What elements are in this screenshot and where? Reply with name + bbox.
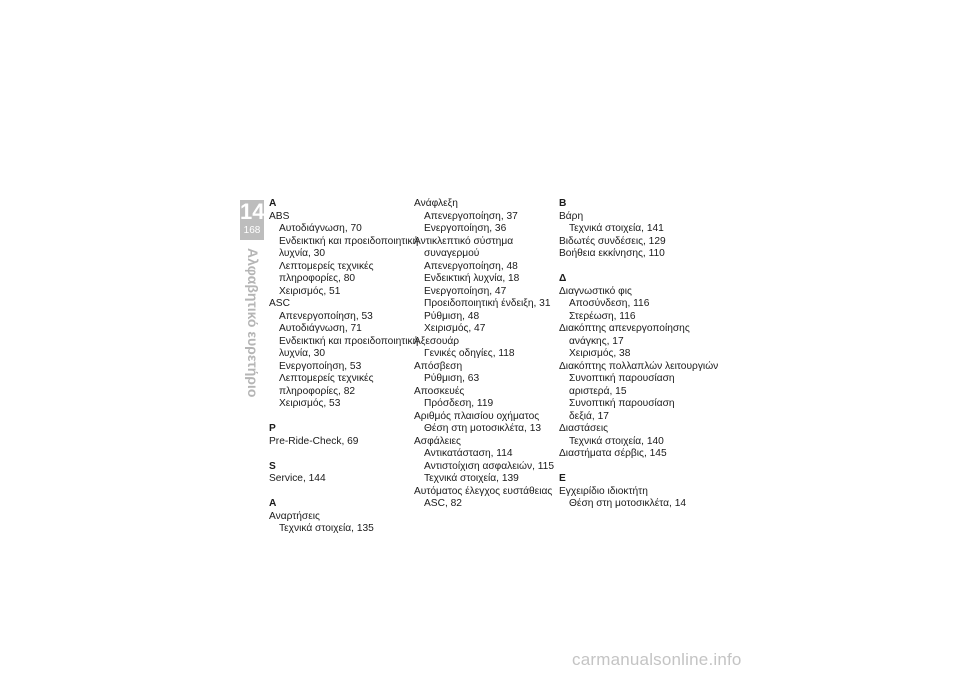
index-spacer [269, 486, 409, 499]
index-entry: ASC [269, 298, 290, 309]
index-subentry: ASC, 82 [424, 498, 462, 509]
index-subentry: Τεχνικά στοιχεία, 139 [424, 473, 519, 484]
index-subentry: Αντικατάσταση, 114 [424, 448, 513, 459]
index-column-2 [414, 198, 554, 511]
index-entry: Pre-Ride-Check, 69 [269, 435, 359, 447]
index-subentry: Ενδεικτική και προειδοποιητική [279, 335, 419, 347]
index-subentry: λυχνία, 30 [279, 348, 326, 359]
index-entry: Βιδωτές συνδέσεις, 129 [559, 235, 666, 247]
index-subentry: Ενδεικτική λυχνία, 18 [424, 273, 520, 284]
index-entry: Εγχειρίδιο ιδιοκτήτη [559, 485, 648, 497]
index-subentry: Αυτοδιάγνωση, 71 [279, 323, 362, 334]
index-subentry: Λεπτομερείς τεχνικές [279, 373, 374, 384]
index-subentry: Ενεργοποίηση, 47 [424, 285, 507, 297]
index-subentry: Πρόσδεση, 119 [424, 398, 494, 409]
index-subentry: Αποσύνδεση, 116 [569, 298, 650, 309]
index-letter: Α [269, 198, 277, 209]
index-entry: Βάρη [559, 210, 584, 222]
index-entry: Απόσβεση [414, 360, 463, 372]
index-subentry: Λεπτομερείς τεχνικές [279, 260, 374, 272]
index-letter: Ε [559, 473, 566, 484]
index-entry: Διαστάσεις [559, 423, 609, 434]
index-letter: Α [269, 498, 277, 509]
index-entry: Διακόπτης πολλαπλών λειτουργιών [559, 360, 719, 372]
index-subentry: συναγερμού [424, 248, 480, 259]
index-subentry: πληροφορίες, 80 [279, 273, 356, 284]
index-subentry: Στερέωση, 116 [569, 310, 636, 322]
index-subentry: Τεχνικά στοιχεία, 140 [569, 435, 664, 447]
index-subentry: Αυτοδιάγνωση, 70 [279, 223, 362, 234]
index-column-1 [269, 198, 419, 536]
index-column-3 [559, 198, 719, 511]
index-letter: Β [559, 198, 567, 209]
index-letter: Δ [559, 273, 567, 284]
index-entry: Αξεσουάρ [414, 335, 460, 347]
index-subentry: Απενεργοποίηση, 48 [424, 260, 518, 272]
index-entry: Διακόπτης απενεργοποίησης [559, 323, 690, 334]
index-subentry: Ρύθμιση, 48 [424, 310, 480, 322]
index-entry: Αυτόματος έλεγχος ευστάθειας [414, 485, 553, 497]
index-spacer [269, 448, 409, 461]
index-subentry: Ενεργοποίηση, 53 [279, 360, 362, 372]
index-entry: Αντικλεπτικό σύστημα [414, 235, 514, 247]
index-letter: P [269, 423, 276, 434]
index-subentry: δεξιά, 17 [569, 410, 609, 422]
index-subentry: Θέση στη μοτοσικλέτα, 13 [424, 423, 542, 434]
chapter-tab [240, 200, 264, 240]
index-subentry: Αντιστοίχιση ασφαλειών, 115 [424, 460, 555, 472]
index-entry: Βοήθεια εκκίνησης, 110 [559, 248, 665, 259]
index-subentry: πληροφορίες, 82 [279, 385, 356, 397]
index-subentry: λυχνία, 30 [279, 248, 326, 259]
index-subentry: Ενδεικτική και προειδοποιητική [279, 235, 419, 247]
index-subentry: Γενικές οδηγίες, 118 [424, 348, 515, 359]
index-subentry: Θέση στη μοτοσικλέτα, 14 [569, 498, 687, 509]
index-spacer [559, 261, 699, 274]
index-entry: Αναρτήσεις [269, 510, 320, 522]
index-subentry: Χειρισμός, 51 [279, 285, 341, 297]
index-spacer [269, 411, 409, 424]
index-subentry: Χειρισμός, 38 [569, 348, 631, 359]
page-number: 168 [243, 225, 261, 236]
index-entry: ABS [269, 210, 290, 222]
index-spacer [559, 461, 699, 474]
index-letter: S [269, 460, 276, 472]
index-subentry: Συνοπτική παρουσίαση [569, 373, 675, 384]
index-subentry: Απενεργοποίηση, 37 [424, 210, 518, 222]
index-entry: Ανάφλεξη [414, 198, 458, 209]
index-entry: Αποσκευές [414, 385, 465, 397]
chapter-title: Αλφαβητικό ευρετήριο [245, 248, 261, 398]
index-entry: Ασφάλειες [414, 435, 461, 447]
index-entry: Διαγνωστικό φις [559, 285, 632, 297]
index-subentry: ανάγκης, 17 [569, 335, 624, 347]
watermark: carmanualsonline.info [572, 650, 742, 669]
index-entry: Διαστήματα σέρβις, 145 [559, 448, 667, 459]
index-subentry: Χειρισμός, 47 [424, 323, 486, 334]
index-subentry: Χειρισμός, 53 [279, 398, 341, 409]
index-subentry: Τεχνικά στοιχεία, 141 [569, 223, 664, 234]
index-subentry: Τεχνικά στοιχεία, 135 [279, 523, 374, 534]
chapter-number: 14 [240, 199, 265, 224]
index-subentry: Απενεργοποίηση, 53 [279, 310, 373, 322]
index-subentry: Προειδοποιητική ένδειξη, 31 [424, 298, 551, 309]
index-entry: Αριθμός πλαισίου οχήματος [414, 410, 540, 422]
index-subentry: Ρύθμιση, 63 [424, 373, 480, 384]
index-subentry: Ενεργοποίηση, 36 [424, 223, 507, 234]
index-subentry: αριστερά, 15 [569, 385, 627, 397]
index-entry: Service, 144 [269, 473, 326, 484]
index-subentry: Συνοπτική παρουσίαση [569, 398, 675, 409]
